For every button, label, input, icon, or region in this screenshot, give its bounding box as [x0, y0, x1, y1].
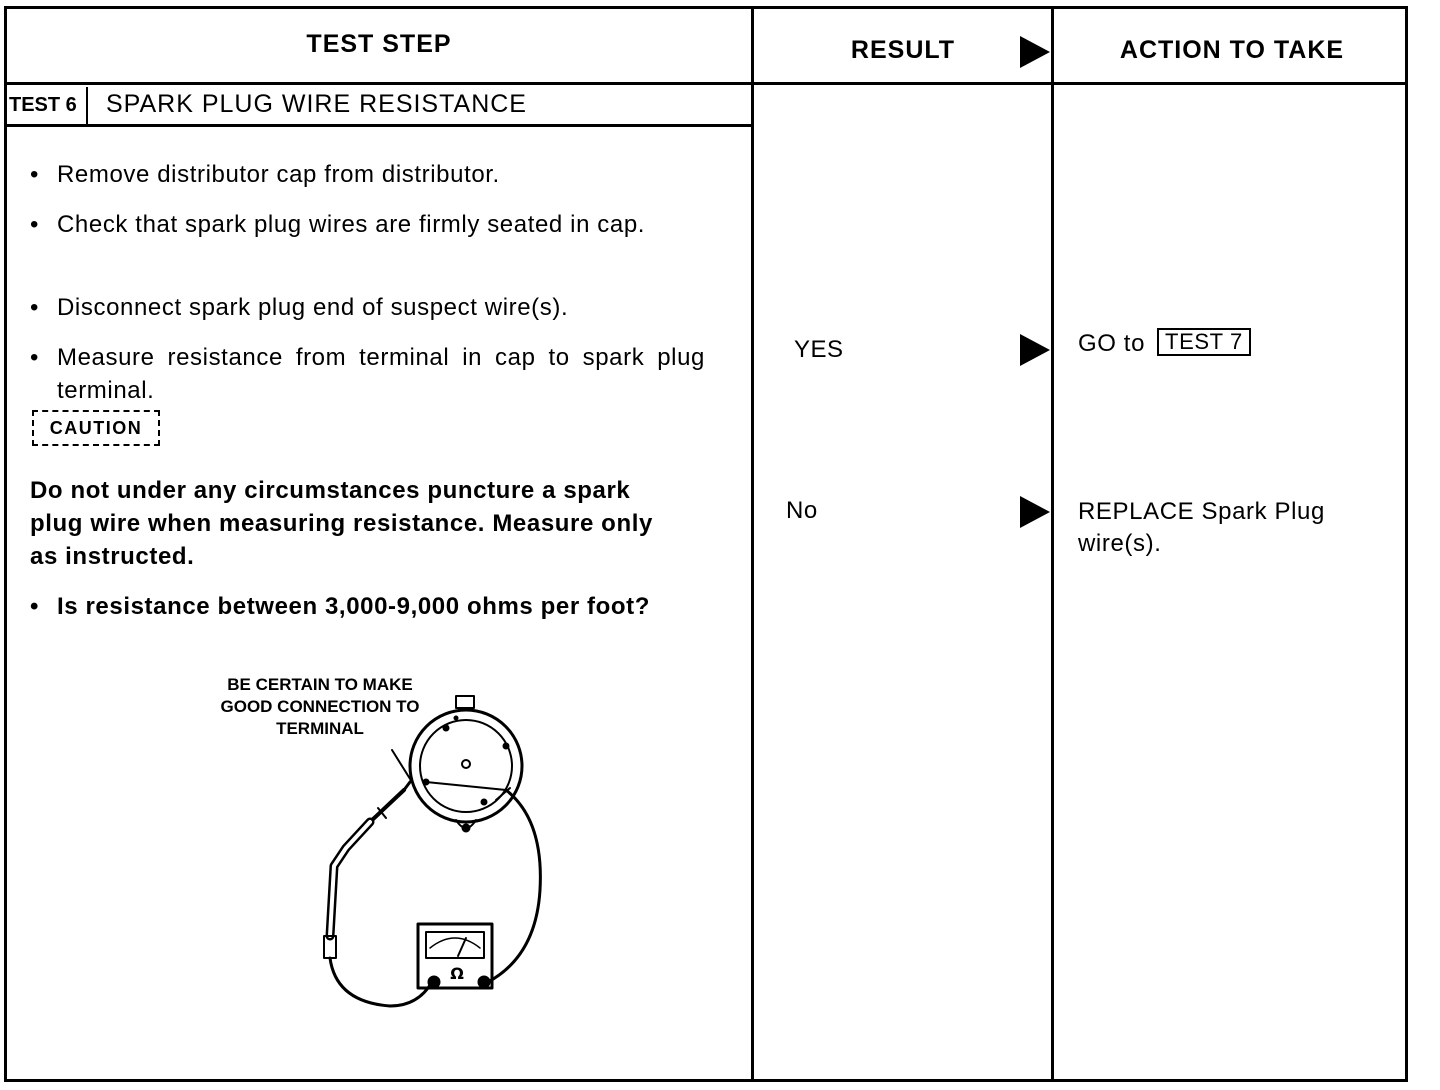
caution-badge: CAUTION — [32, 410, 160, 446]
distributor-cap-outer — [410, 710, 522, 822]
test-title: SPARK PLUG WIRE RESISTANCE — [106, 90, 527, 118]
action-yes — [1078, 328, 1378, 360]
test-reference-link[interactable]: TEST 7 — [1157, 328, 1251, 356]
question-item — [30, 590, 710, 623]
test-title-divider — [4, 124, 754, 127]
result-no: No — [786, 497, 818, 524]
header-result: RESULT — [850, 36, 956, 64]
header-action: ACTION TO TAKE — [1119, 36, 1345, 64]
bullet-icon: • — [30, 294, 40, 321]
bullet-icon: • — [30, 211, 40, 238]
bullet-icon: • — [30, 344, 40, 371]
test-number: TEST 6 — [6, 87, 88, 124]
bullet-icon: • — [30, 161, 40, 188]
step-item-4 — [30, 341, 710, 407]
header-arrow-icon — [1020, 36, 1050, 68]
column-divider-1 — [751, 6, 754, 1082]
action-yes-text: GO to — [1078, 330, 1146, 357]
caution-text: Do not under any circumstances puncture a spark plug wire when measuring resistance. Measure only as instructed. — [30, 477, 653, 570]
distributor-ohmmeter-illustration — [300, 690, 560, 1020]
bullet-icon: • — [30, 593, 40, 620]
header-test-step: TEST STEP — [306, 30, 452, 58]
step-item-1 — [30, 158, 710, 191]
step-item-2 — [30, 208, 710, 241]
arrow-right-icon — [1020, 334, 1050, 366]
step-text: Measure resistance from terminal in cap to spark plug terminal. — [57, 344, 705, 404]
header-divider — [4, 82, 1408, 85]
question-text: Is resistance between 3,000-9,000 ohms per foot? — [57, 593, 651, 620]
step-text: Check that spark plug wires are firmly seated in cap. — [57, 211, 646, 238]
arrow-right-icon — [1020, 496, 1050, 528]
step-item-3 — [30, 291, 710, 324]
action-no: REPLACE Spark Plug wire(s). — [1078, 498, 1325, 557]
result-yes: YES — [794, 336, 844, 363]
illustration-label: BE CERTAIN TO MAKE GOOD CONNECTION TO TERMINAL — [220, 675, 420, 738]
step-text: Remove distributor cap from distributor. — [57, 161, 500, 188]
column-divider-2 — [1051, 6, 1054, 1082]
step-text: Disconnect spark plug end of suspect wire(s). — [57, 294, 569, 321]
ohm-symbol: Ω — [450, 964, 464, 983]
